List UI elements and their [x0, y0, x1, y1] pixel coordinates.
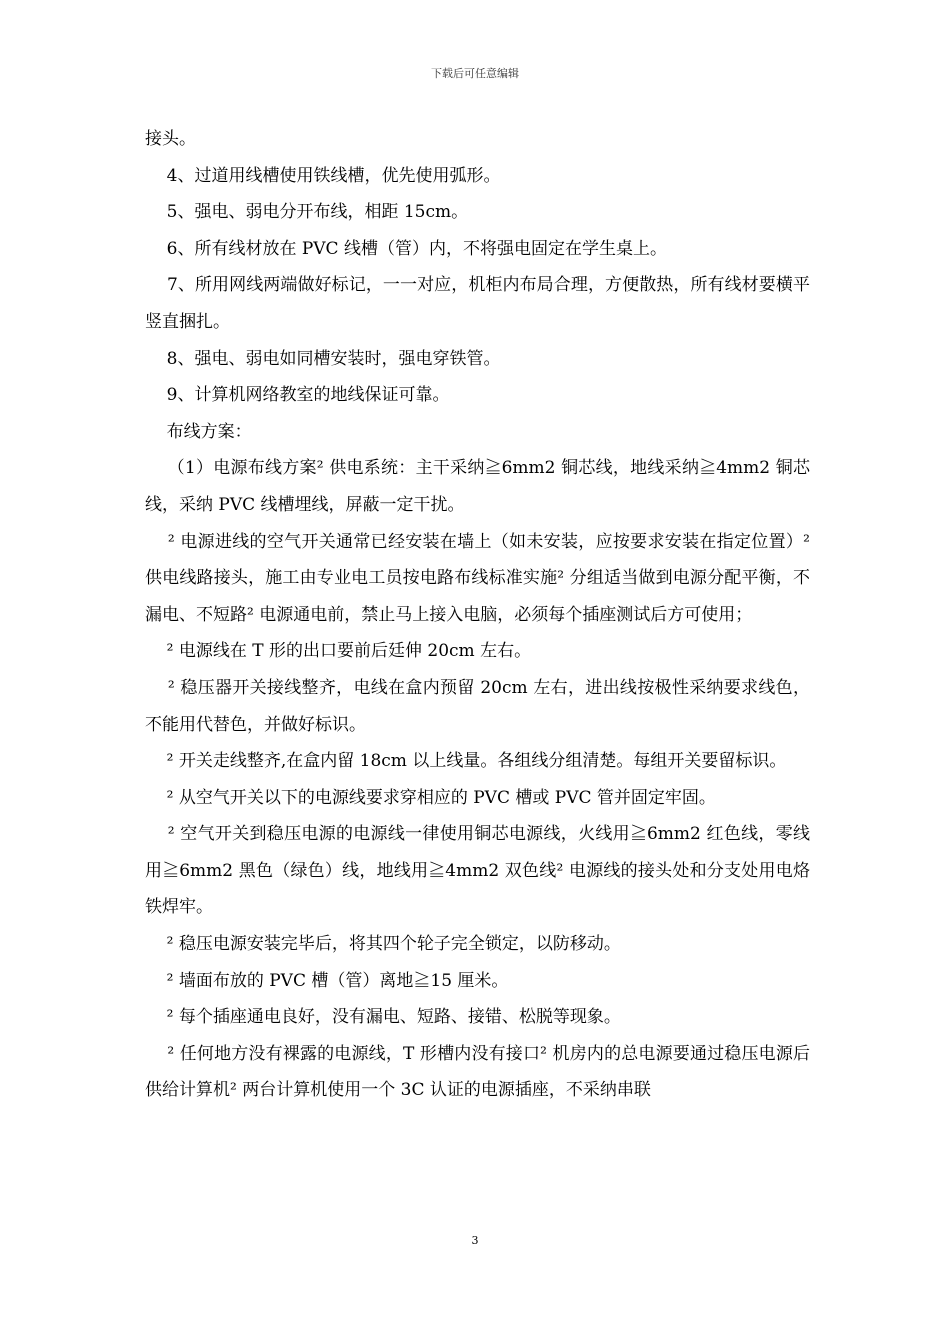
paragraph: ² 稳压电源安装完毕后，将其四个轮子完全锁定，以防移动。: [145, 934, 621, 955]
paragraph: 6、所有线材放在 PVC 线槽（管）内，不将强电固定在学生桌上。: [145, 238, 667, 259]
paragraph: （1）电源布线方案² 供电系统：主干采纳≧6mm2 铜芯线，地线采纳≧4mm2 铜芯线，采纳 PVC 线槽埋线，屏蔽一定干扰。: [145, 458, 810, 515]
paragraph: ² 电源线在 T 形的出口要前后廷伸 20cm 左右。: [145, 641, 532, 662]
document-body: [145, 121, 816, 1109]
paragraph: 8、强电、弱电如同槽安装时，强电穿铁管。: [145, 348, 501, 369]
paragraph: 4、过道用线槽使用铁线槽，优先使用弧形。: [145, 165, 501, 186]
paragraph: ² 空气开关到稳压电源的电源线一律使用铜芯电源线，火线用≧6mm2 红色线，零线用≧6mm2 黑色（绿色）线，地线用≧4mm2 双色线² 电源线的接头处和分支处用电烙铁焊牢。: [145, 824, 810, 918]
paragraph: 接头。: [145, 129, 196, 149]
paragraph: ² 任何地方没有裸露的电源线，T 形槽内没有接口² 机房内的总电源要通过稳压电源后供给计算机² 两台计算机使用一个 3C 认证的电源插座，不采纳串联: [145, 1043, 810, 1101]
page-number: 3: [471, 1234, 479, 1247]
paragraph: ² 稳压器开关接线整齐，电线在盒内预留 20cm 左右，进出线按极性采纳要求线色，不能用代替色，并做好标识。: [145, 677, 810, 735]
paragraph: 9、计算机网络教室的地线保证可靠。: [145, 385, 450, 406]
paragraph: ² 每个插座通电良好，没有漏电、短路、接错、松脱等现象。: [145, 1007, 621, 1028]
paragraph: ² 墙面布放的 PVC 槽（管）离地≧15 厘米。: [145, 970, 509, 991]
paragraph: 布线方案：: [145, 421, 252, 442]
paragraph: ² 电源进线的空气开关通常已经安装在墙上（如未安装，应按要求安装在指定位置）² 供电线路接头，施工由专业电工员按电路布线标准实施² 分组适当做到电源分配平衡，不漏电、不短路² 电源通电前，禁止马上接入电脑，必须每个插座测试后方可使用；: [145, 531, 816, 625]
page-header: 下载后可任意编辑: [431, 67, 519, 80]
paragraph: ² 开关走线整齐,在盒内留 18cm 以上线量。各组线分组清楚。每组开关要留标识。: [145, 751, 787, 772]
paragraph: 5、强电、弱电分开布线，相距 15cm。: [145, 202, 469, 223]
paragraph: 7、所用网线两端做好标记，一一对应，机柜内布局合理，方便散热，所有线材要横平竖直捆扎。: [145, 275, 810, 332]
paragraph: ² 从空气开关以下的电源线要求穿相应的 PVC 槽或 PVC 管并固定牢固。: [145, 787, 716, 808]
